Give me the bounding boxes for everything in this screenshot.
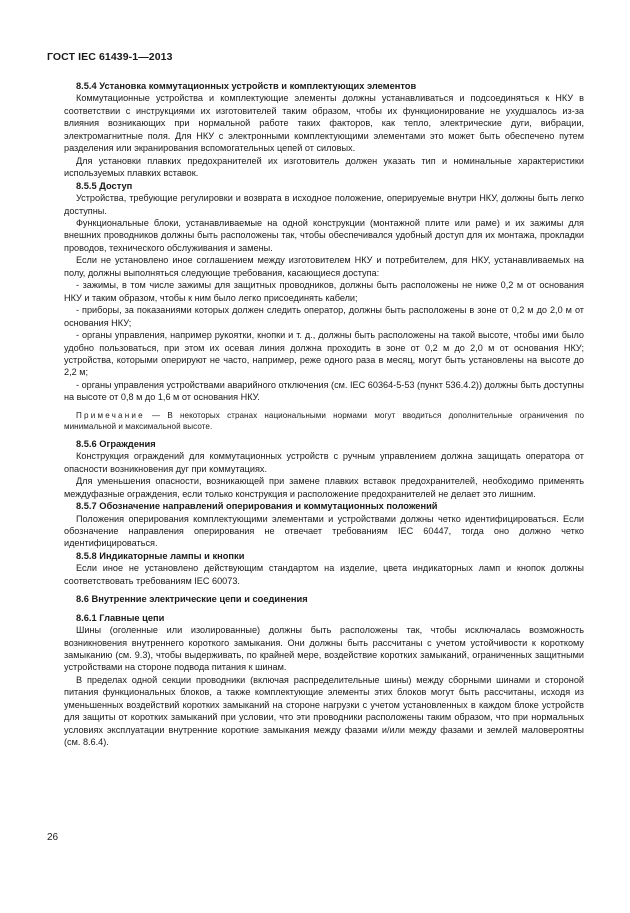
page-number: 26: [47, 832, 59, 843]
paragraph: Положения оперирования комплектующими элементами и устройствами должны четко идентифицироваться. Если обозначение направления оперирования не отвечает требованиям IEC 60447, тогда оно должно четко идентифицироваться.: [64, 513, 584, 549]
section-heading: 8.5.5 Доступ: [76, 180, 133, 191]
section-heading: 8.6 Внутренние электрические цепи и соединения: [76, 594, 308, 605]
section-heading: 8.5.8 Индикаторные лампы и кнопки: [76, 550, 245, 561]
paragraph: Если не установлено иное соглашением между изготовителем НКУ и потребителем, для НКУ, устанавливаемых на полу, должны выполняться следующие требования, касающиеся доступа:: [64, 255, 584, 278]
note-text: — В некоторых странах национальными нормами могут вводиться дополнительные ограничения по минимальной и максимальной высоте.: [64, 410, 584, 431]
paragraph: Для уменьшения опасности, возникающей при замене плавких вставок предохранителей, необходимо применять междуфазные ограждения, если только конструкция и расположение предохранителей не делает это лишним.: [64, 476, 584, 499]
note-label: Примечание: [76, 410, 145, 420]
paragraph: - приборы, за показаниями которых должен следить оператор, должны быть расположены в зоне от 0,2 м до 2,0 м от основания НКУ;: [64, 305, 584, 328]
standard-header: ГОСТ IEC 61439-1—2013: [47, 51, 173, 63]
section-heading: 8.5.4 Установка коммутационных устройств и комплектующих элементов: [76, 81, 417, 91]
section-heading: 8.5.6 Ограждения: [76, 438, 156, 449]
paragraph: - органы управления, например рукоятки, кнопки и т. д., должны быть расположены на такой высоте, чтобы ими было удобно пользоваться, при этом их осевая линия должна проходить в зоне от 0,2 м до 2,0 м от основания НКУ; устройства, которыми оперируют не часто, например, реже одного раза в месяц, могут быть установлены на высоте до 2,2 м;: [64, 330, 584, 378]
paragraph: Функциональные блоки, устанавливаемые на одной конструкции (монтажной плите или раме) и их зажимы для внешних проводников должны быть расположены так, чтобы обеспечивался удобный доступ для их монтажа, прокладки проводов, технического обслуживания и замены.: [64, 217, 584, 253]
paragraph: - органы управления устройствами аварийного отключения (см. IEC 60364-5-53 (пункт 536.4.2)) должны быть доступны на высоте от 0,8 м до 1,6 м от основания НКУ.: [64, 379, 584, 403]
document-body: [64, 80, 584, 749]
paragraph: Если иное не установлено действующим стандартом на изделие, цвета индикаторных ламп и кнопок должны соответствовать требованиям IEC 60073.: [64, 563, 584, 586]
paragraph: В пределах одной секции проводники (включая распределительные шины) между сборными шинами и стороной питания функциональных блоков, а также комплектующие элементы этих блоков могут быть рассчитаны, исходя из уменьшенных воздействий коротких замыканий на стороне нагрузки с учетом установленных в каждом блоке устройств для защиты от коротких замыканий при условии, что эти проводники расположены таким образом, что при нормальных условиях эксплуатации внутренние короткие замыкания между фазами и/или между фазами и землей маловероятны (см. 8.6.4).: [64, 674, 584, 748]
section-heading: 8.6.1 Главные цепи: [76, 612, 165, 623]
paragraph: Устройства, требующие регулировки и возврата в исходное положение, оперируемые внутри НКУ, должны быть легко доступны.: [64, 193, 584, 216]
paragraph: Коммутационные устройства и комплектующие элементы должны устанавливаться и подсоединяться к НКУ в соответствии с инструкциями их изготовителей таким образом, чтобы их функционирование не ухудшалось из-за влияния возникающих при нормальной работе таких факторов, как тепло, электрические дуги, вибрации, электромагнитные поля. Для НКУ с электронными комплектующими элементами это может быть обеспечено путем разделения или экранирования вспомогательных цепей от силовых.: [64, 93, 584, 154]
section-heading: 8.5.7 Обозначение направлений оперирования и коммутационных положений: [76, 501, 438, 512]
paragraph: Для установки плавких предохранителей их изготовитель должен указать тип и номинальные характеристики используемых плавких вставок.: [64, 155, 584, 179]
note: [64, 410, 584, 432]
paragraph: Шины (оголенные или изолированные) должны быть расположены так, чтобы исключалась возможность возникновения внутреннего короткого замыкания. Они должны быть рассчитаны с учетом устойчивости к короткому замыканию (см. 9.3), чтобы выдерживать, по крайней мере, воздействие коротких замыканий, ограниченных защитными устройствами на стороне подвода питания к шинам.: [64, 625, 584, 673]
paragraph: Конструкция ограждений для коммутационных устройств с ручным управлением должна защищать оператора от опасности возникновения дуг при коммутациях.: [64, 451, 584, 474]
paragraph: - зажимы, в том числе зажимы для защитных проводников, должны быть расположены не ниже 0,2 м от основания НКУ и таким образом, чтобы к ним было легко присоединять кабели;: [64, 280, 584, 303]
